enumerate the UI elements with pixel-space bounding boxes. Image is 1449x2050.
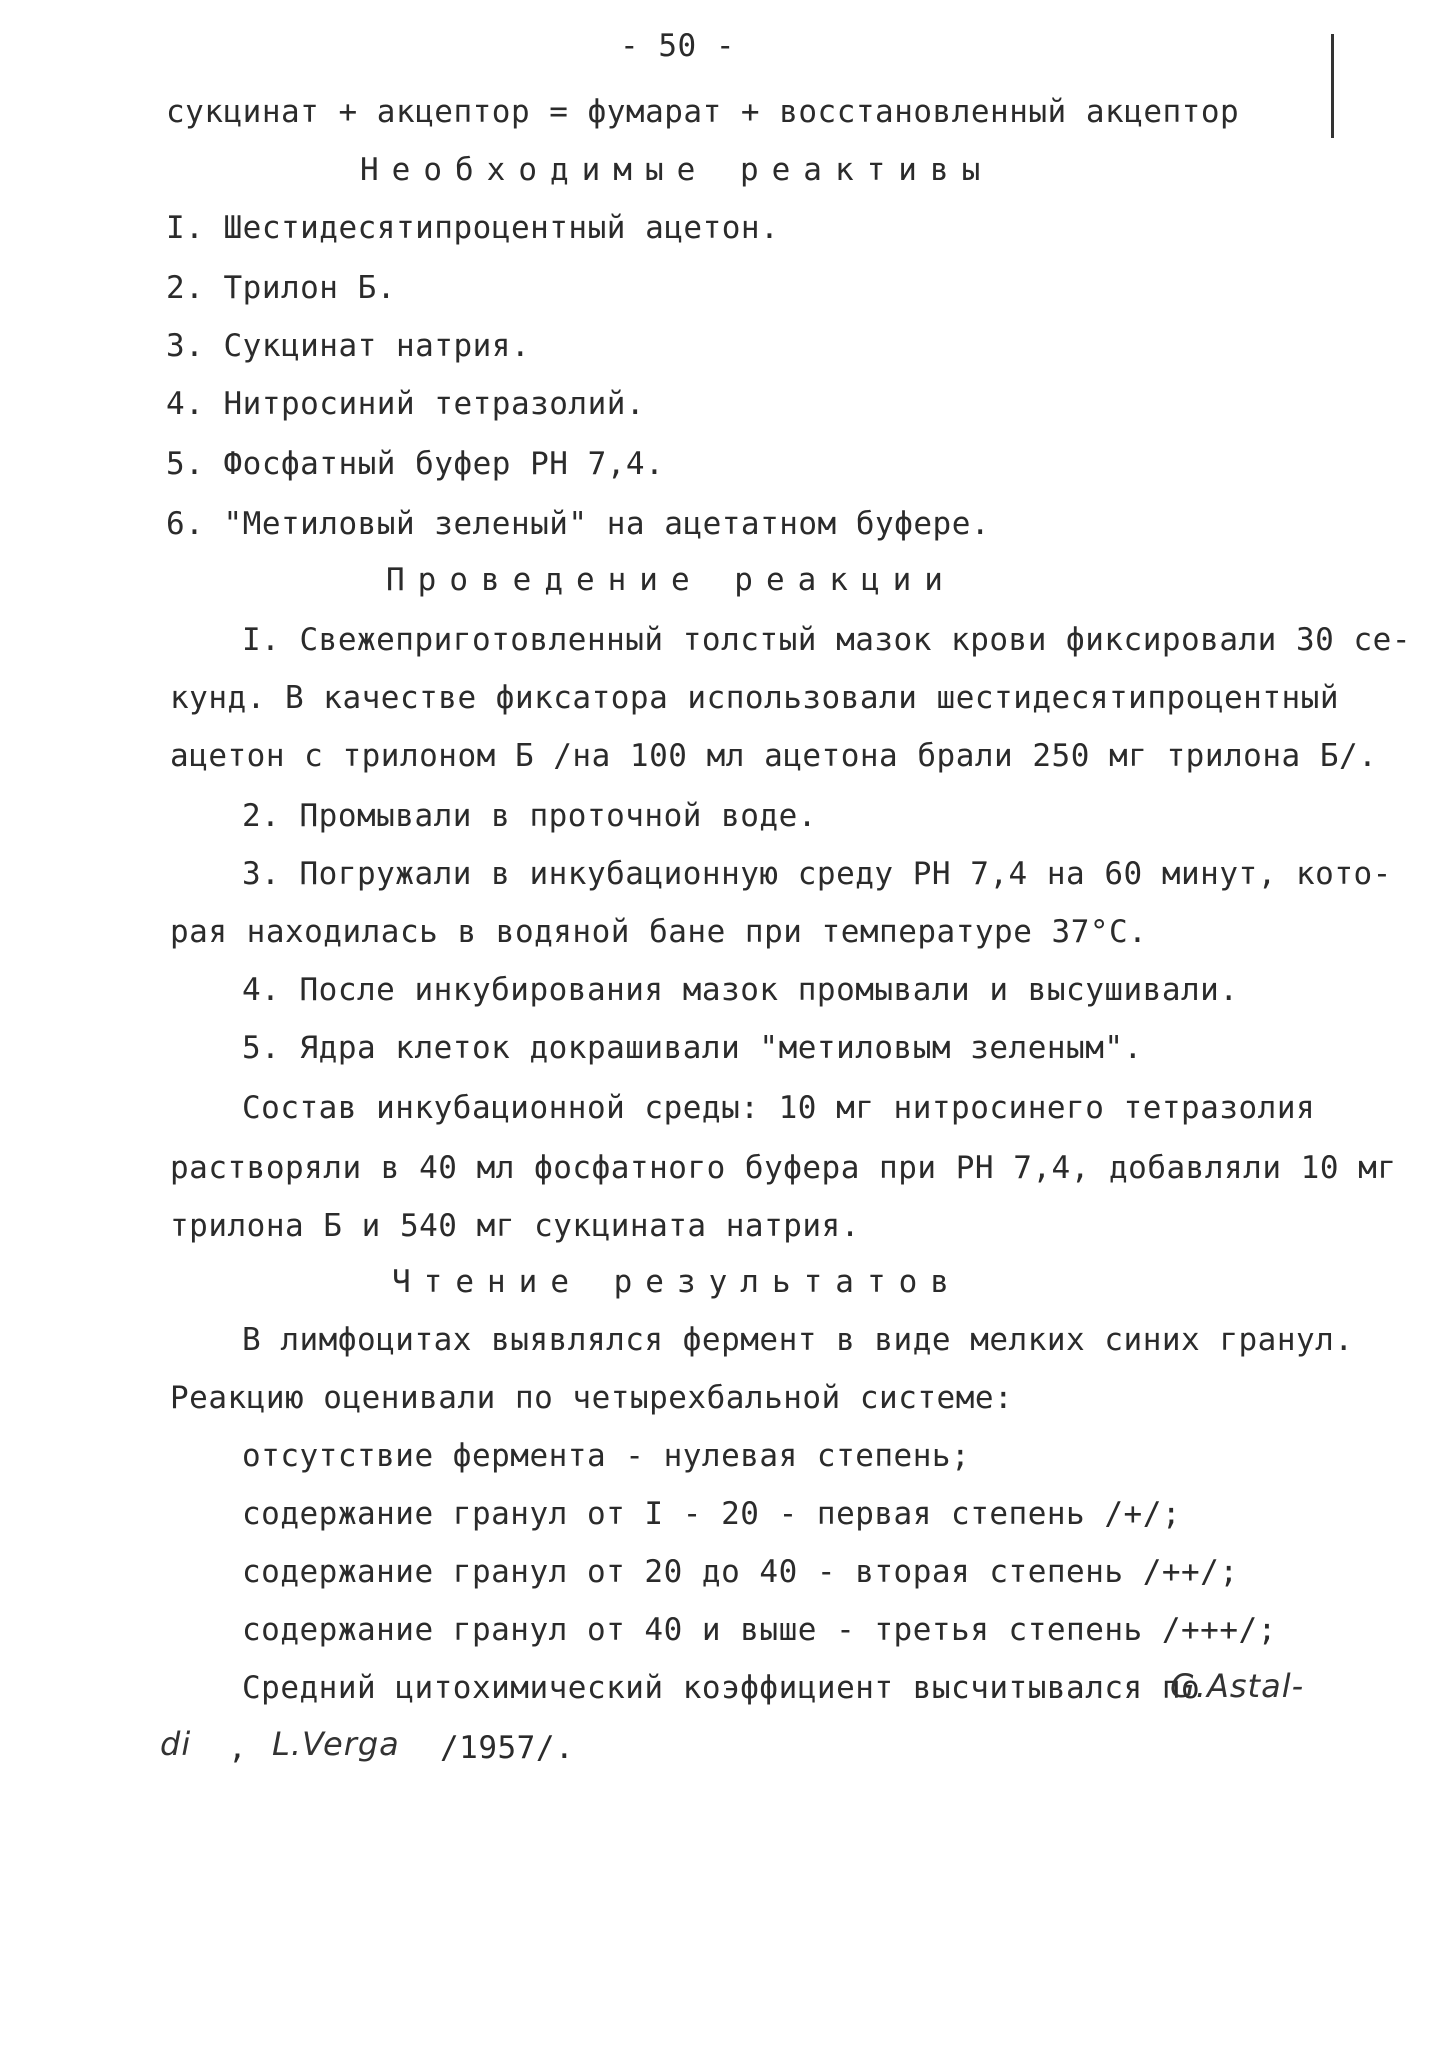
- results-line: содержание гранул от 40 и выше - третья степень /+++/;: [242, 1612, 1277, 1648]
- procedure-line: трилона Б и 540 мг сукцината натрия.: [170, 1208, 860, 1244]
- reagent-item: I. Шестидесятипроцентный ацетон.: [166, 210, 780, 246]
- reaction-equation: сукцинат + акцептор = фумарат + восстановленный акцептор: [166, 94, 1240, 130]
- handwritten-author-verga: L.Verga: [272, 1725, 400, 1763]
- procedure-line: рая находилась в водяной бане при температуре 37°С.: [170, 914, 1148, 950]
- results-line: Реакцию оценивали по четырехбальной системе:: [170, 1380, 1014, 1416]
- procedure-line: I. Свежеприготовленный толстый мазок крови фиксировали 30 се-: [242, 622, 1411, 658]
- page-number: - 50 -: [620, 28, 735, 64]
- procedure-line: 5. Ядра клеток докрашивали "метиловым зеленым".: [242, 1030, 1143, 1066]
- results-line: отсутствие фермента - нулевая степень;: [242, 1438, 971, 1474]
- procedure-line: растворяли в 40 мл фосфатного буфера при РН 7,4, добавляли 10 мг: [170, 1150, 1397, 1186]
- results-heading: Чтение результатов: [392, 1264, 962, 1300]
- reagents-heading: Необходимые реактивы: [360, 152, 994, 188]
- procedure-heading: Проведение реакции: [386, 562, 956, 598]
- reagent-item: 5. Фосфатный буфер РН 7,4.: [166, 446, 665, 482]
- procedure-line: 4. После инкубирования мазок промывали и высушивали.: [242, 972, 1239, 1008]
- reagent-item: 4. Нитросиний тетразолий.: [166, 386, 646, 422]
- citation-year: /1957/.: [440, 1730, 575, 1766]
- margin-rule: [1331, 34, 1334, 138]
- author-separator: ,: [228, 1730, 248, 1766]
- handwritten-author-astaldi: G.Astal-: [1170, 1667, 1305, 1705]
- procedure-line: ацетон с трилоном Б /на 100 мл ацетона брали 250 мг трилона Б/.: [170, 738, 1378, 774]
- procedure-line: Состав инкубационной среды: 10 мг нитросинего тетразолия: [242, 1090, 1316, 1126]
- procedure-line: кунд. В качестве фиксатора использовали шестидесятипроцентный: [170, 680, 1339, 716]
- reagent-item: 3. Сукцинат натрия.: [166, 328, 531, 364]
- results-line: содержание гранул от 20 до 40 - вторая степень /++/;: [242, 1554, 1239, 1590]
- reagent-item: 6. "Метиловый зеленый" на ацетатном буфере.: [166, 506, 991, 542]
- handwritten-author-astaldi-cont: di: [160, 1725, 192, 1763]
- procedure-line: 2. Промывали в проточной воде.: [242, 798, 817, 834]
- results-line: содержание гранул от I - 20 - первая степень /+/;: [242, 1496, 1182, 1532]
- procedure-line: 3. Погружали в инкубационную среду РН 7,4 на 60 минут, кото-: [242, 856, 1392, 892]
- reagent-item: 2. Трилон Б.: [166, 270, 396, 306]
- results-line: В лимфоцитах выявлялся фермент в виде мелких синих гранул.: [242, 1322, 1354, 1358]
- results-line: Средний цитохимический коэффициент высчитывался по: [242, 1670, 1201, 1706]
